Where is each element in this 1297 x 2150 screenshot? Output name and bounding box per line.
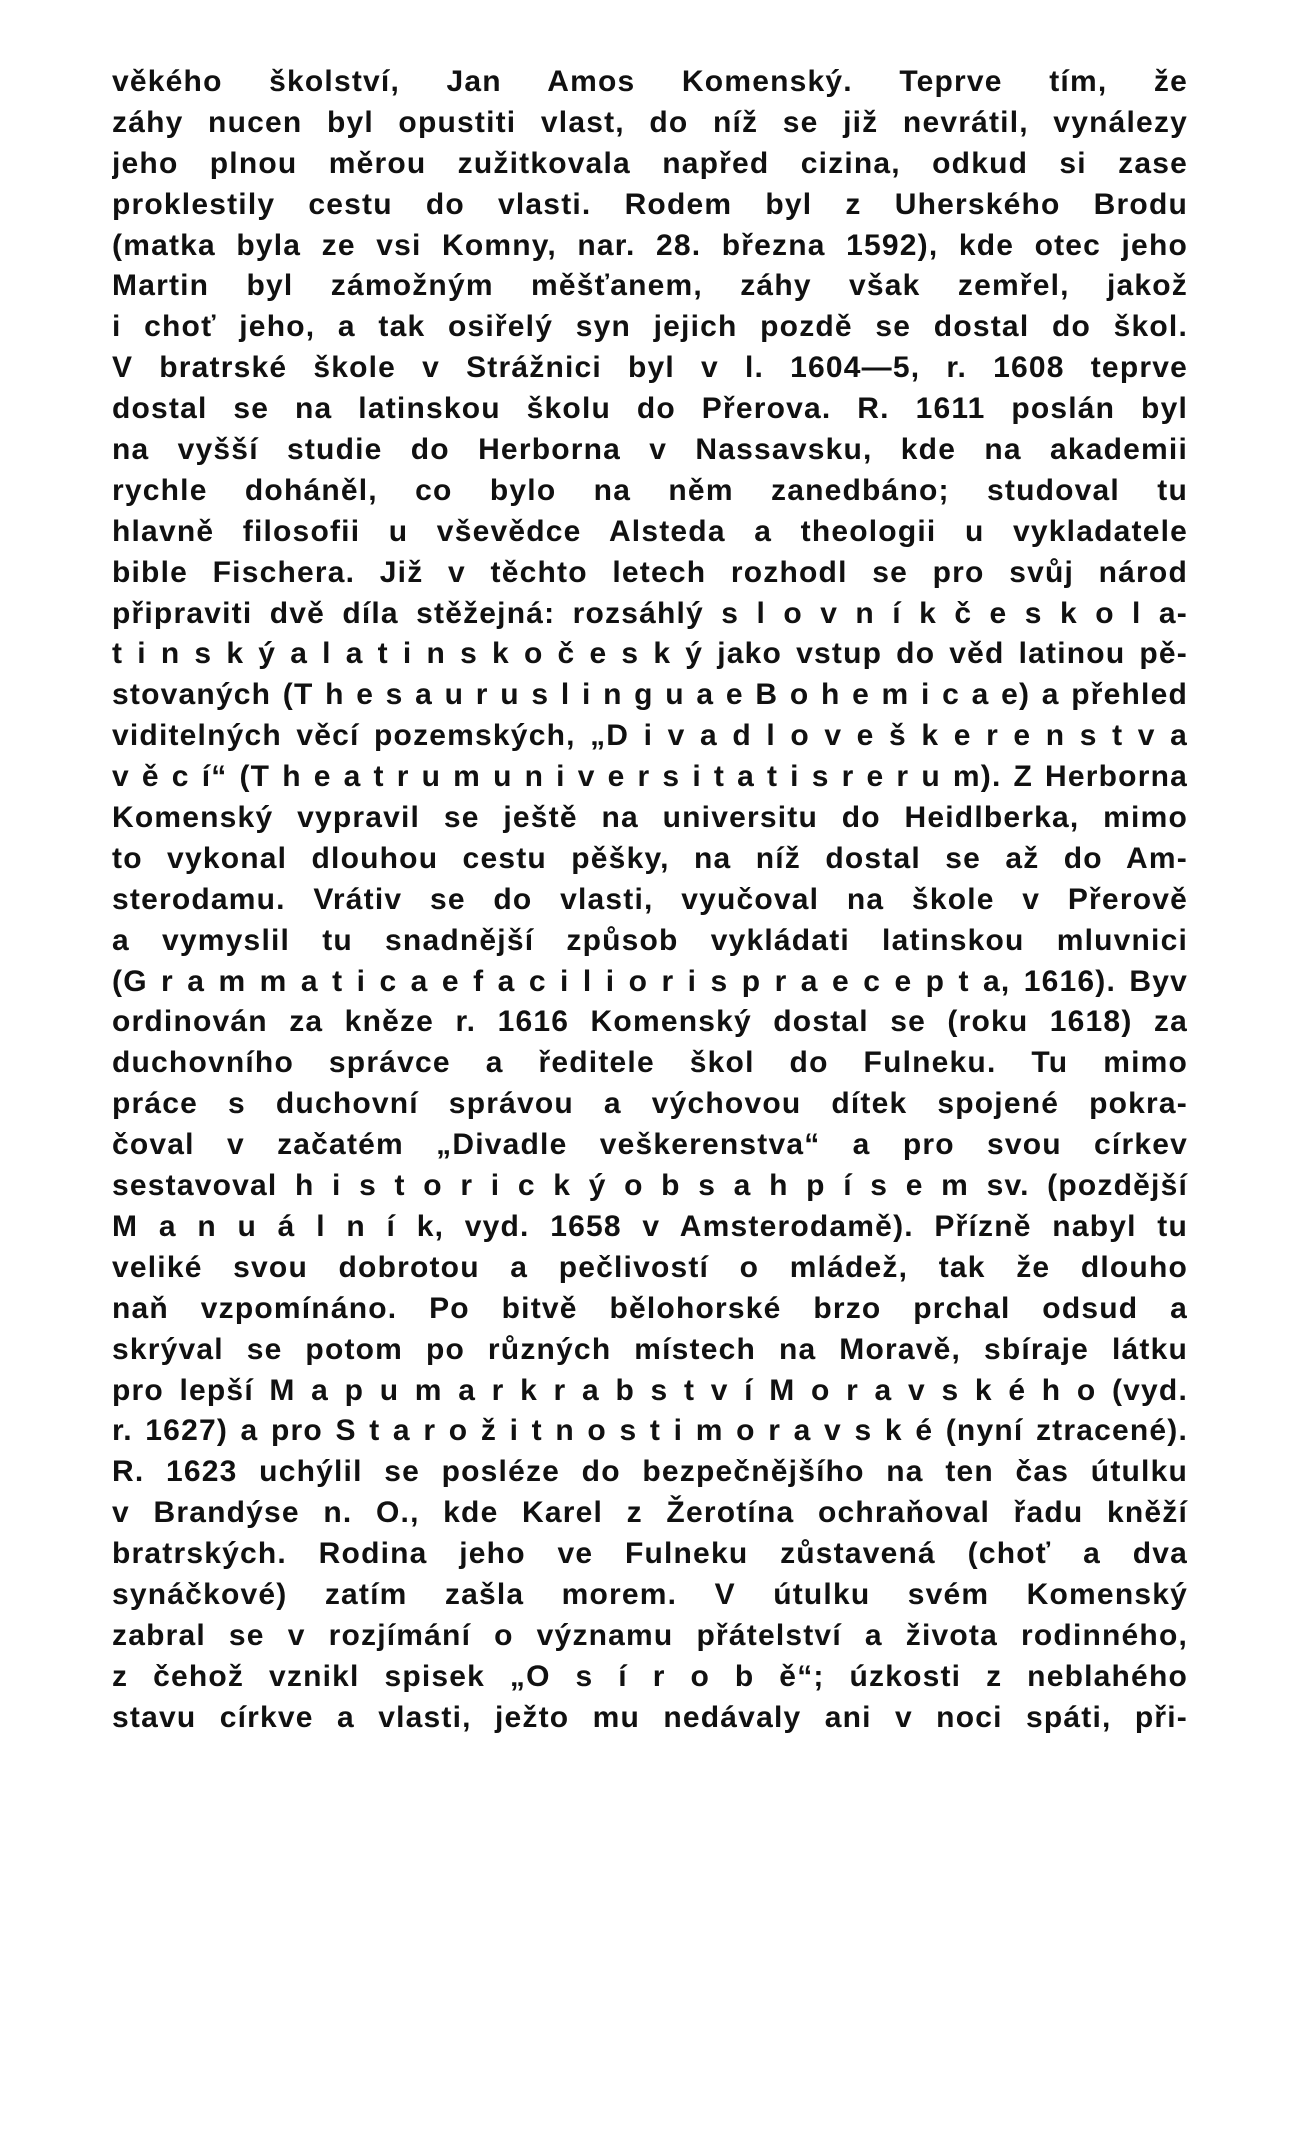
text-line: Martin byl zámožným měšťanem, záhy však zemřel, jakož xyxy=(112,269,1188,303)
text-line: připraviti dvě díla stěžejná: rozsáhlý s l o v n í k č e s k o l a- xyxy=(112,596,1188,630)
page-text-block xyxy=(112,62,1188,1739)
text-line: bratrských. Rodina jeho ve Fulneku zůstavená (choť a dva xyxy=(112,1537,1188,1571)
text-line: bible Fischera. Již v těchto letech rozhodl se pro svůj národ xyxy=(112,555,1188,589)
text-line: v Brandýse n. O., kde Karel z Žerotína ochraňoval řadu kněží xyxy=(112,1496,1188,1530)
text-line: sestavoval h i s t o r i c k ý o b s a h p í s e m sv. (pozdější xyxy=(112,1169,1188,1203)
text-line: synáčkové) zatím zašla morem. V útulku svém Komenský xyxy=(112,1577,1188,1611)
text-line: veliké svou dobrotou a pečlivostí o mládež, tak že dlouho xyxy=(112,1250,1188,1284)
text-line: věkého školství, Jan Amos Komenský. Teprve tím, že xyxy=(112,65,1188,98)
text-line: stavu církve a vlasti, ježto mu nedávaly ani v noci spáti, při- xyxy=(112,1700,1188,1734)
text-line: V bratrské škole v Strážnici byl v l. 1604—5, r. 1608 teprve xyxy=(112,351,1188,385)
text-line: rychle doháněl, co bylo na něm zanedbáno; studoval tu xyxy=(112,473,1188,507)
text-line: v ě c í“ (T h e a t r u m u n i v e r s i t a t i s r e r u m). Z Herborna xyxy=(112,760,1188,794)
text-line: pro lepší M a p u m a r k r a b s t v í M o r a v s k é h o (vyd. xyxy=(112,1373,1188,1407)
text-line: (matka byla ze vsi Komny, nar. 28. března 1592), kde otec jeho xyxy=(112,228,1188,262)
text-line: na vyšší studie do Herborna v Nassavsku, kde na akademii xyxy=(112,433,1188,467)
text-line: záhy nucen byl opustiti vlast, do níž se již nevrátil, vynálezy xyxy=(112,105,1188,139)
text-line: t i n s k ý a l a t i n s k o č e s k ý jako vstup do věd latinou pě- xyxy=(112,637,1188,671)
text-line: r. 1627) a pro S t a r o ž i t n o s t i m o r a v s k é (nyní ztracené). xyxy=(112,1414,1188,1448)
text-line: ordinován za kněze r. 1616 Komenský dostal se (roku 1618) za xyxy=(112,1005,1188,1039)
text-line: skrýval se potom po různých místech na Moravě, sbíraje látku xyxy=(112,1332,1188,1366)
text-line: viditelných věcí pozemských, „D i v a d l o v e š k e r e n s t v a xyxy=(112,719,1188,753)
text-line: čoval v začatém „Divadle veškerenstva“ a pro svou církev xyxy=(112,1128,1188,1162)
text-line: R. 1623 uchýlil se posléze do bezpečnějšího na ten čas útulku xyxy=(112,1455,1188,1489)
text-line: dostal se na latinskou školu do Přerova. R. 1611 poslán byl xyxy=(112,392,1188,426)
text-line: i choť jeho, a tak osiřelý syn jejich pozdě se dostal do škol. xyxy=(112,310,1188,344)
text-line: Komenský vypravil se ještě na universitu do Heidlberka, mimo xyxy=(112,801,1188,835)
text-line: M a n u á l n í k, vyd. 1658 v Amsterodamě). Přízně nabyl tu xyxy=(112,1209,1188,1243)
text-line: duchovního správce a ředitele škol do Fulneku. Tu mimo xyxy=(112,1046,1188,1080)
text-line: jeho plnou měrou zužitkovala napřed cizina, odkud si zase xyxy=(112,146,1188,180)
text-line: hlavně filosofii u vševědce Alsteda a theologii u vykladatele xyxy=(112,514,1188,548)
text-line: a vymyslil tu snadnější způsob vykládati latinskou mluvnici xyxy=(112,923,1188,957)
text-line: to vykonal dlouhou cestu pěšky, na níž dostal se až do Am- xyxy=(112,841,1188,875)
text-line: sterodamu. Vrátiv se do vlasti, vyučoval na škole v Přerově xyxy=(112,882,1188,916)
text-line: zabral se v rozjímání o významu přátelství a života rodinného, xyxy=(112,1618,1188,1652)
text-line: naň vzpomínáno. Po bitvě bělohorské brzo prchal odsud a xyxy=(112,1291,1188,1325)
text-line: práce s duchovní správou a výchovou dítek spojené pokra- xyxy=(112,1087,1188,1121)
text-line: (G r a m m a t i c a e f a c i l i o r i s p r a e c e p t a, 1616). Byv xyxy=(112,964,1188,998)
text-line: proklestily cestu do vlasti. Rodem byl z Uherského Brodu xyxy=(112,187,1188,221)
text-line: stovaných (T h e s a u r u s l i n g u a e B o h e m i c a e) a přehled xyxy=(112,678,1188,712)
text-line: z čehož vznikl spisek „O s í r o b ě“; úzkosti z neblahého xyxy=(112,1659,1188,1693)
